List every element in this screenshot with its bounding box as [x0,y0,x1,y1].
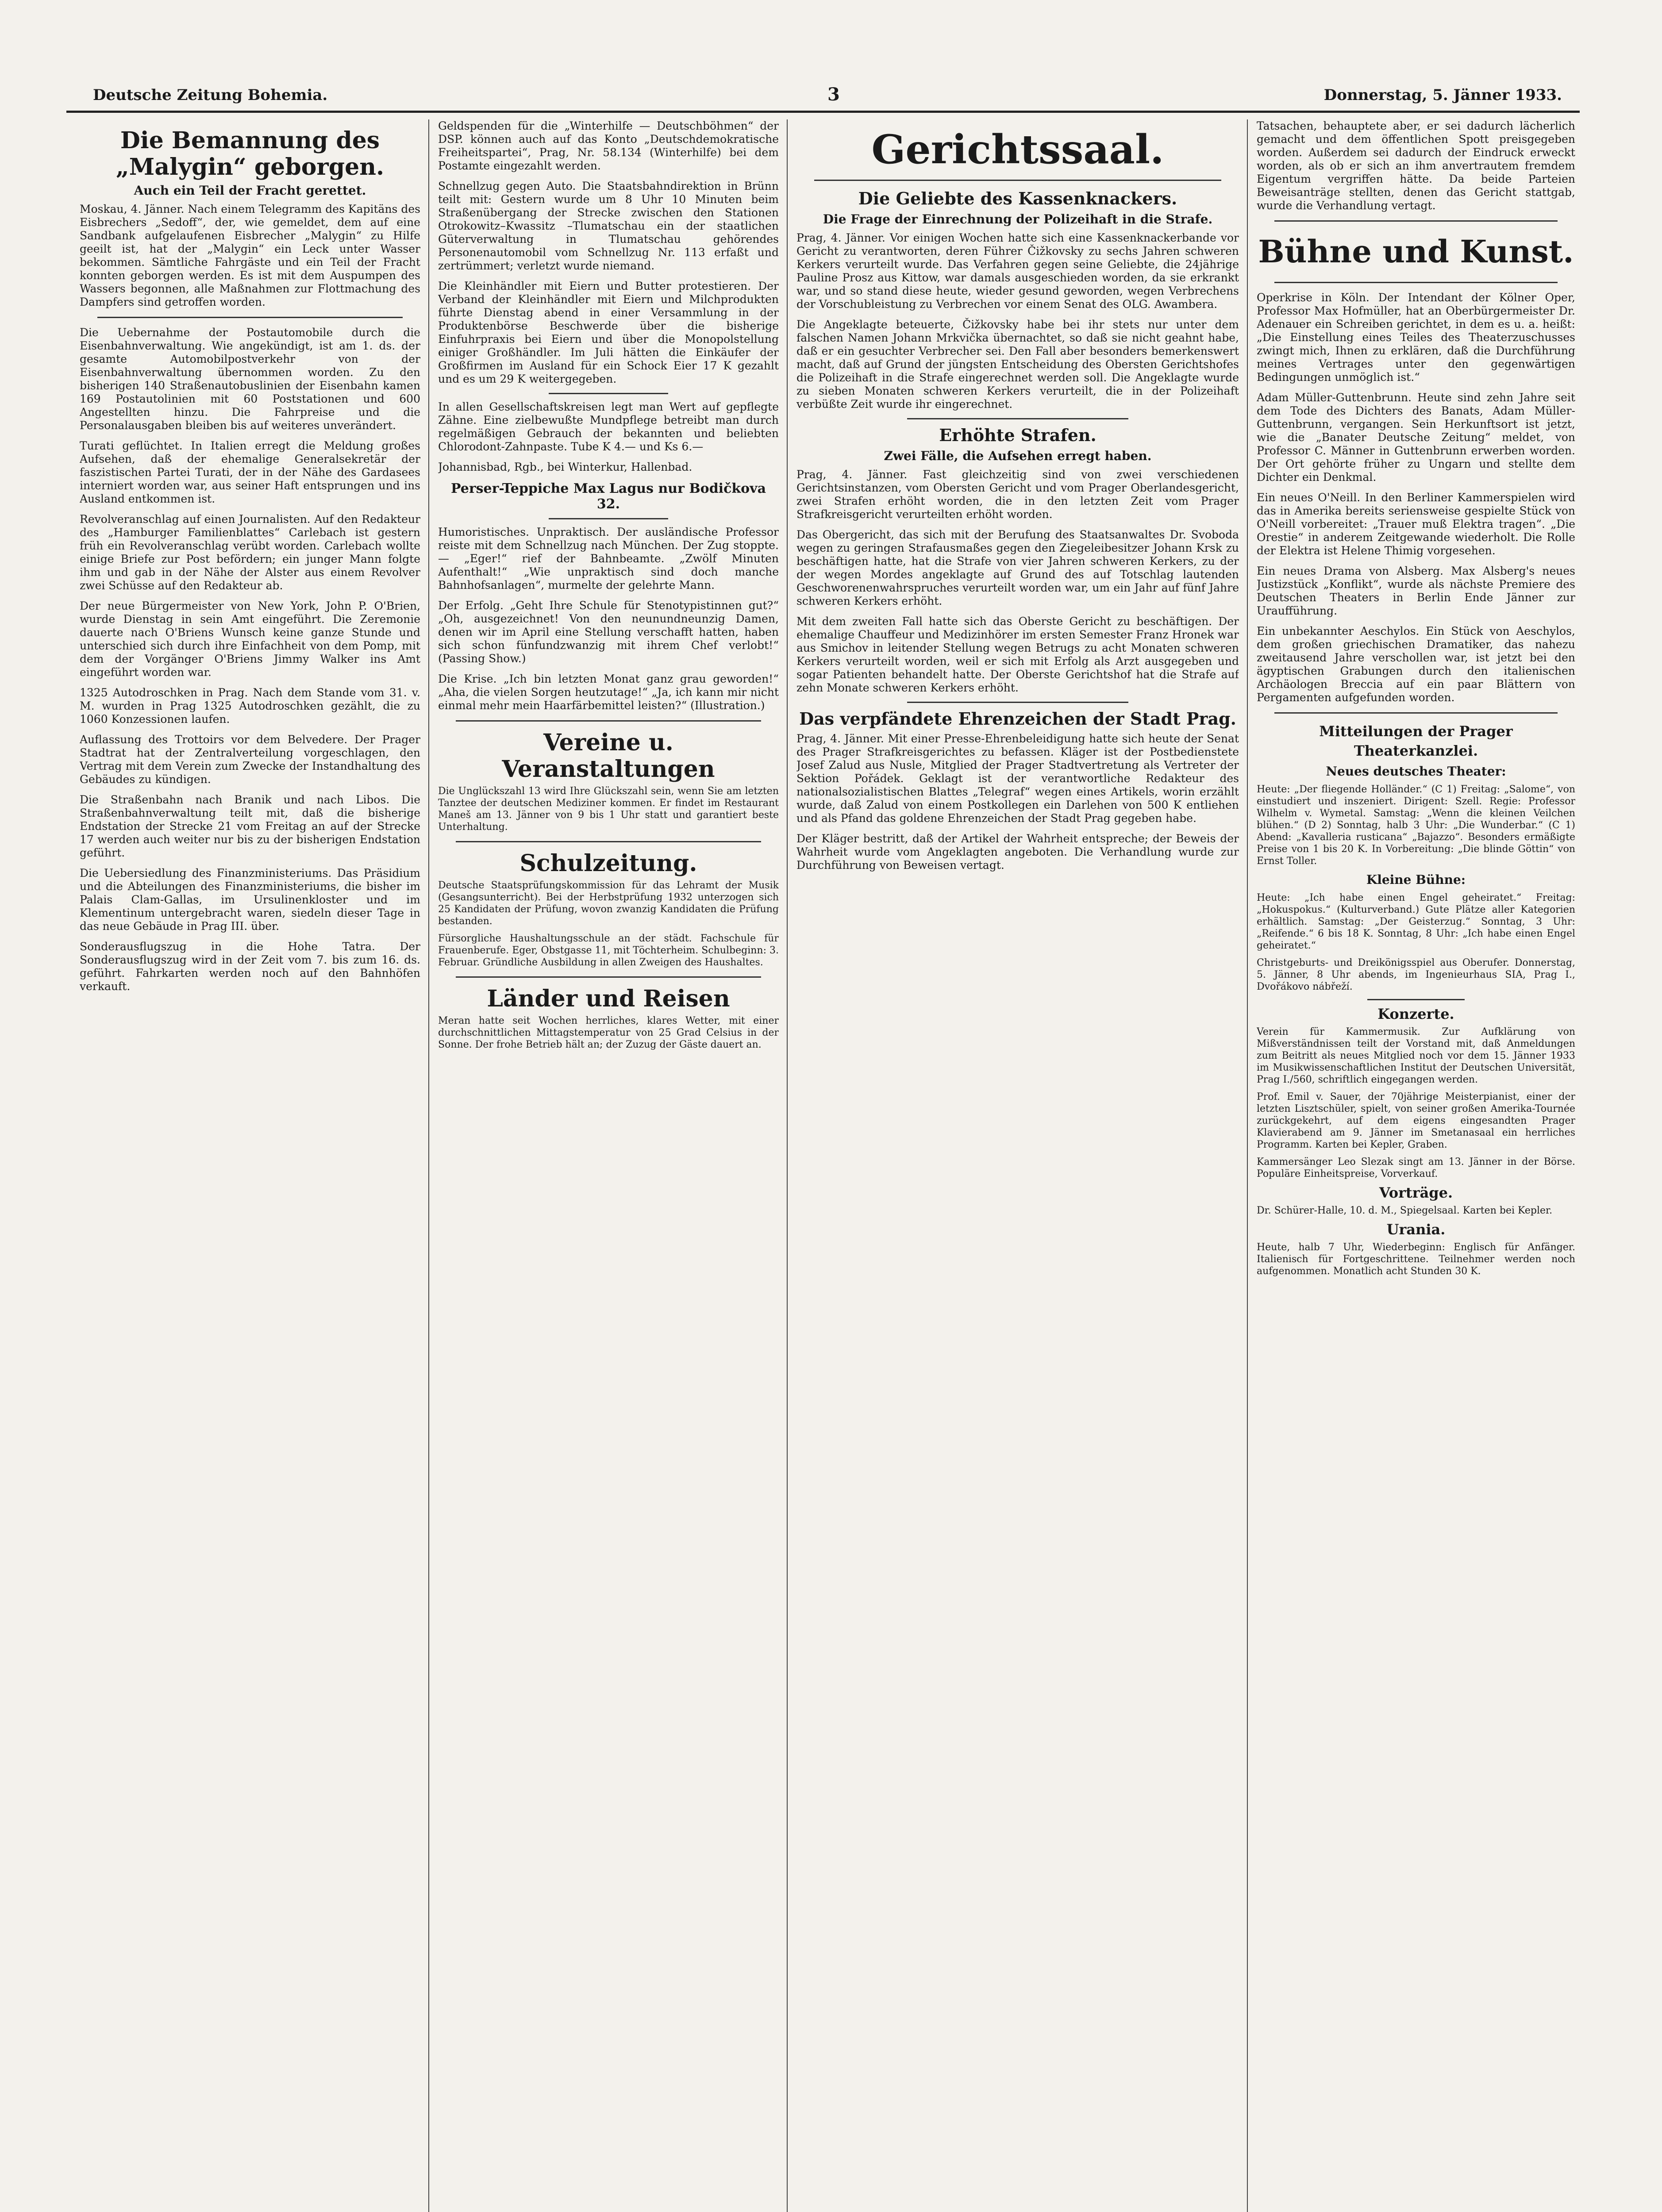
article-finanzministerium: Die Uebersiedlung des Finanzministeriums. Das Präsidium und die Abteilungen des Finanzministeriums, die bisher im Palais Clam-Gallas, im Ursulinenkloster und im Klementinum untergebracht waren, siedeln dieser Tage in das neue Gebäude in Prag III. über. [80,867,420,933]
section-schulzeitung: Schulzeitung. [519,850,697,877]
article-christgeburtsspiel: Christgeburts- und Dreikönigsspiel aus Oberufer. Donnerstag, 5. Jänner, 8 Uhr abends, im Ingenieurhaus SIA, Prag I., Dvořákovo nábřeží. [1257,957,1575,992]
headline-urania: Urania. [1386,1221,1446,1238]
divider [549,518,668,519]
divider [1274,282,1558,283]
page-header [66,80,1580,113]
headline-vortraege: Vorträge. [1379,1184,1453,1201]
subheadline-polizeihaft: Die Frage der Einrechnung der Polizeihaft in die Strafe. [823,212,1213,227]
divider [456,976,761,978]
article-krise: Die Krise. „Ich bin letzten Monat ganz grau geworden!“ „Aha, die vielen Sorgen heutzutage!“ „Ja, ich kann mir nicht einmal mehr mein Haarfärbemittel leisten?“ (Illustration.) [438,672,779,712]
article-strassenbahn: Die Straßenbahn nach Branik und nach Libos. Die Straßenbahnverwaltung teilt mit, daß die bisherige Endstation der Strecke 21 vom Freitag an auf der Strecke 17 werden auch weiter nur bis zu der bisherigen Endstation geführt. [80,793,420,859]
section-gerichtssaal: Gerichtssaal. [871,126,1164,173]
article-obergericht: Das Obergericht, das sich mit der Berufung des Staatsanwaltes Dr. Svoboda wegen zu geringen Strafausmaßes gegen den Ziegeleibesitzer Johann Krsk zu beschäftigen hatte, hat die Strafe von vier Jahren schweren Kerkers, zu der der wegen Mordes angeklagte auf Grund des auf Totschlag lautenden Geschworenenwahrspruches verurteilt worden war, um ein Jahr auf fünf Jahre schweren Kerkers erhöht. [796,528,1239,607]
article-opernkrise: Operkrise in Köln. Der Intendant der Kölner Oper, Professor Max Hofmüller, hat an Oberbürgermeister Dr. Adenauer ein Schreiben gerichtet, in dem es u. a. heißt: „Die Einstellung eines Teiles des Theaterzuschusses zwingt mich, Ihnen zu erklären, daß die Durchführung meines Vertrages unter den gegenwärtigen Bedingungen unmöglich ist.“ [1257,291,1575,384]
article-new-york-mayor: Der neue Bürgermeister von New York, John P. O'Brien, wurde Dienstag in sein Amt eingeführt. Die Zeremonie dauerte nach O'Briens Wunsch keine ganze Stunde und unterschied sich durch ihre Einfachheit von dem Pomp, mit dem der Vorgänger O'Briens Jimmy Walker ins Amt eingeführt worden war. [80,599,420,679]
article-geldspenden: Geldspenden für die „Winterhilfe — Deutschböhmen“ der DSP. können auch auf das Konto „Deutschdemokratische Freiheitspartei“, Prag, Nr. 58.134 (Winterhilfe) bei dem Postamte eingezahlt werden. [438,119,779,172]
article-malygin: Moskau, 4. Jänner. Nach einem Telegramm des Kapitäns des Eisbrechers „Sedoff“, der, wie gemeldet, dem auf eine Sandbank aufgelaufenen Eisbrecher „Malygin“ zu Hilfe geeilt ist, hat der „Malygin“ ein Leck unter Wasser bekommen. Sämtliche Fahrgäste und ein Teil der Fracht konnten geborgen werden. Es ist mit dem Auspumpen des Wassers begonnen, alle Maßnahmen zur Flottmachung des Dampfers sind getroffen worden. [80,203,420,308]
headline-malygin: Die Bemannung des „Malygin“ geborgen. [115,127,385,180]
divider [1274,220,1558,222]
article-kleinhaendler: Die Kleinhändler mit Eiern und Butter protestieren. Der Verband der Kleinhändler mit Eiern und Milchprodukten führte Dienstag abend in einer Versammlung in der Produktenbörse Beschwerde über die bisherige Einfuhrpraxis bei Eiern und über die Monopolstellung einiger Großhändler. Im Juli hätten die Einkäufer der Großfirmen im Ausland für ein Schock Eier 17 K gezahlt und es um 29 K weitergegeben. [438,280,779,385]
section-buehne-kunst: Bühne und Kunst. [1258,233,1574,270]
article-kleine-buehne: Heute: „Ich habe einen Engel geheiratet.“ Freitag: „Hokuspokus.“ (Kulturverband.) Gute Plätze aller Kategorien erhältlich. Samstag: „Der Geisterzug.“ Sonntag, 3 Uhr: „Reifende.“ 6 bis 18 K. Sonntag, 8 Uhr: „Ich habe einen Engel geheiratet.“ [1257,892,1575,951]
article-ehrenzeichen-continued: Tatsachen, behauptete aber, er sei dadurch lächerlich gemacht und dem öffentlichen Spott preisgegeben worden. Außerdem sei dadurch der Eindruck erweckt worden, als ob er sich an ihm anvertrautem fremdem Eigentum vergriffen hätte. Da beide Parteien Beweisanträge stellten, denen das Gericht stattgab, wurde die Verhandlung vertagt. [1257,119,1575,212]
article-mueller-guttenbrunn: Adam Müller-Guttenbrunn. Heute sind zehn Jahre seit dem Tode des Dichters des Banats, Adam Müller-Guttenbrunn, vergangen. Sein Herkunftsort ist jetzt, wie die „Banater Deutsche Zeitung“ meldet, von Professor C. Männer in Guttenbrunn erwerben worden. Der Ort gehörte früher zu Ungarn und stellte dem Dichter ein Denkmal. [1257,391,1575,484]
section-laender-reisen: Länder und Reisen [487,985,730,1012]
article-schuerer: Dr. Schürer-Halle, 10. d. M., Spiegelsaal. Karten bei Kepler. [1257,1205,1553,1216]
article-schnellzug: Schnellzug gegen Auto. Die Staatsbahndirektion in Brünn teilt mit: Gestern wurde um 8 Uhr 10 Minuten beim Straßenübergang der Strecke zwischen den Stationen Otrokowitz–Kwassitz –Tlumatschau ein der staatlichen Güterverwaltung in Tlumatschau gehörendes Personenautomobil vom Schnellzug Nr. 113 erfaßt und zertrümmert; verletzt wurde niemand. [438,180,779,272]
article-ehrenzeichen-2: Der Kläger bestritt, daß der Artikel der Wahrheit entspreche; der Beweis der Wahrheit wurde vom Angeklagten angeboten. Die Verhandlung wurde zur Durchführung von Beweisen vertagt. [796,832,1239,872]
headline-erhoehte-strafen: Erhöhte Strafen. [939,425,1096,445]
article-kassenknacker: Prag, 4. Jänner. Vor einigen Wochen hatte sich eine Kassenknackerbande vor Gericht zu verantworten, deren Führer Čižkovsky zu sechs Jahren schweren Kerkers verurteilt wurde. Das Verfahren gegen seine Geliebte, die 24jährige Pauline Prosz aus Kittow, war damals ausgeschieden worden, da sie erkrankt war, und so stand diese heute, wieder gesund geworden, wegen Verbrechens der Vorschubleistung zu Verbrechen vor einem Senat des OLG. Awambera. [796,231,1239,311]
subheadline-malygin: Auch ein Teil der Fracht gerettet. [134,183,366,198]
headline-theaterkanzlei: Mitteilungen der Prager Theaterkanzlei. [1319,723,1513,759]
article-autodroschken: 1325 Autodroschken in Prag. Nach dem Stande vom 31. v. M. wurden in Prag 1325 Autodroschken gezählt, die zu 1060 Konzessionen laufen. [80,686,420,726]
article-meran: Meran hatte seit Wochen herrliches, klares Wetter, mit einer durchschnittlichen Mittagstemperatur von 25 Grad Celsius in der Sonne. Der frohe Betrieb hält an; der Zuzug der Gäste dauert an. [438,1015,779,1050]
article-kassenknacker-2: Die Angeklagte beteuerte, Čižkovsky habe bei ihr stets nur unter dem falschen Namen Johann Mrkvička übernachtet, so daß sie nicht geahnt habe, daß er ein gesuchter Verbrecher sei. Den Fall aber besonders bemerkenswert macht, daß auf Grund der jüngsten Entscheidung des Obersten Gerichtshofes die Polizeihaft in die Strafe eingerechnet werden soll. Die Angeklagte wurde zu sieben Monaten schweren Kerkers verurteilt, die in der Polizeihaft verbüßte Zeit wurde ihr eingerechnet. [796,318,1239,411]
headline-konzerte: Konzerte. [1377,1006,1454,1022]
article-ehrenzeichen: Prag, 4. Jänner. Mit einer Presse-Ehrenbeleidigung hatte sich heute der Senat des Prager Strafkreisgerichtes zu befassen. Kläger ist der Postbedienstete Josef Zalud aus Nusle, Mitglied der Prager Stadtvertretung als Vertreter der Sektion Pořádek. Geklagt ist der verantwortliche Redakteur des nationalsozialistischen Blattes „Telegraf“ wegen eines Artikels, worin erzählt wurde, daß Zalud von einem Postkollegen ein Darlehen von 500 K entliehen und als Pfand das goldene Ehrenzeichen der Stadt Prag gegeben habe. [796,732,1239,825]
divider [1274,712,1558,714]
divider [907,702,1128,703]
article-hronek: Mit dem zweiten Fall hatte sich das Oberste Gericht zu beschäftigen. Der ehemalige Chauffeur und Medizinhörer im ersten Semester Franz Hronek war aus Smichov in leitender Stellung wegen Betrugs zu acht Monaten schweren Kerkers verurteilt worden, weil er sich mit Erfolg als Arzt ausgegeben und sogar Patienten behandelt hatte. Der Oberste Gerichtshof hat die Strafe auf zehn Monate schweren Kerkers erhöht. [796,615,1239,694]
divider [97,317,403,318]
newspaper-page [66,80,1580,2212]
divider [814,180,1221,181]
article-sauer: Prof. Emil v. Sauer, der 70jährige Meisterpianist, einer der letzten Lisztschüler, spielt, von seiner großen Amerika-Tournée zurückgekehrt, auf dem eigens eingesandten Prager Klavierabend am 9. Jänner im Smetanasaal ein herrliches Programm. Karten bei Kepler, Graben. [1257,1091,1575,1150]
header-paper-name: Deutsche Zeitung Bohemia. [93,86,328,104]
column-3 [796,119,1239,2212]
article-spielplan: Heute: „Der fliegende Holländer.“ (C 1) Freitag: „Salome“, von einstudiert und inszeniert. Dirigent: Szell. Regie: Professor Wilhelm v. Wymetal. Samstag: „Wenn die kleinen Veilchen blühen.“ (D 2) Sonntag, halb 3 Uhr: „Die Wunderbar.“ (C 1) Abend: „Kavalleria rusticana“ „Bajazzo“. Besonders ermäßigte Preise von 1 bis 20 K. In Vorbereitung: „Die blinde Göttin“ von Ernst Toller. [1257,784,1575,867]
divider [907,418,1128,419]
article-urania: Heute, halb 7 Uhr, Wiederbeginn: Englisch für Anfänger. Italienisch für Fortgeschrittene. Teilnehmer werden noch aufgenommen. Monatlich acht Stunden 30 K. [1257,1242,1575,1277]
divider [1367,999,1465,1000]
ad-johannisbad: Johannisbad, Rgb., bei Winterkur, Hallenbad. [438,461,692,473]
article-haushaltungsschule: Fürsorgliche Haushaltungsschule an der städt. Fachschule für Frauenberufe. Eger, Obstgasse 11, mit Töchterheim. Schulbeginn: 3. Februar. Gründliche Ausbildung in allen Zweigen des Haushaltes. [438,933,779,968]
column-rule [1247,119,1248,2212]
subheadline-kleine-buehne: Kleine Bühne: [1366,872,1466,887]
column-4 [1257,119,1575,2212]
article-unglueckszahl: Die Unglückszahl 13 wird Ihre Glückszahl sein, wenn Sie am letzten Tanztee der deutschen Mediziner kommen. Er findet im Restaurant Maneš am 13. Jänner von 9 bis 1 Uhr statt und garantiert beste Unterhaltung. [438,786,779,833]
subheadline-neues-theater: Neues deutsches Theater: [1326,764,1506,779]
headline-kassenknacker: Die Geliebte des Kassenknackers. [858,188,1177,208]
article-kammermusik: Verein für Kammermusik. Zur Aufklärung von Mißverständnissen teilt der Vorstand mit, daß Anmeldungen zum Beitritt als neues Mitglied noch vor dem 15. Jänner 1933 im Musikwissenschaftlichen Institut der Deutschen Universität, Prag I./560, schriftlich eingegangen werden. [1257,1026,1575,1085]
divider [549,393,668,394]
column-2 [438,119,779,2212]
divider [456,841,761,842]
article-sonderzug: Sonderausflugszug in die Hohe Tatra. Der Sonderausflugszug wird in der Zeit vom 7. bis zum 16. ds. geführt. Fahrkarten werden noch auf den Bahnhöfen verkauft. [80,940,420,993]
article-belvedere: Auflassung des Trottoirs vor dem Belvedere. Der Prager Stadtrat hat der Zentralverteilung vorgeschlagen, den Vertrag mit dem Verein zum Zwecke der Instandhaltung des Gebäudes zu kündigen. [80,733,420,786]
headline-ehrenzeichen: Das verpfändete Ehrenzeichen der Stadt Prag. [799,709,1236,729]
article-turati: Turati geflüchtet. In Italien erregt die Meldung großes Aufsehen, daß der ehemalige Generalsekretär der faszistischen Partei Turati, der in der Nähe des Gardasees interniert worden war, aus seiner Haft entsprungen und ins Ausland entkommen ist. [80,439,420,505]
article-alsberg: Ein neues Drama von Alsberg. Max Alsberg's neues Justizstück „Konflikt“, wurde als nächste Premiere des Deutschen Theaters in Berlin Ende Jänner zur Uraufführung. [1257,565,1575,617]
ad-perser-teppiche: Perser-Teppiche Max Lagus nur Bodičkova 32. [450,481,766,512]
header-page-number: 3 [827,84,840,105]
divider [456,720,761,722]
ad-chlorodont: In allen Gesellschaftskreisen legt man Wert auf gepflegte Zähne. Eine zielbewußte Mundpflege betreibt man durch regelmäßigen Gebrauch der bekannten und beliebten Chlorodont-Zahnpaste. Tube K 4.— und Ks 6.— [438,400,779,453]
column-rule [428,119,429,2212]
section-vereine: Vereine u. Veranstaltungen [502,729,715,783]
article-humoristisches: Humoristisches. Unpraktisch. Der ausländische Professor reiste mit dem Schnellzug nach München. Der Zug stoppte. — „Eger!“ rief der Bahnbeamte. „Zwölf Minuten Aufenthalt!“ „Wie unpraktisch sind doch manche Bahnhofsanlagen“, murmelte der gelehrte Mann. [438,526,779,591]
article-erhoehte-strafen: Prag, 4. Jänner. Fast gleichzeitig sind von zwei verschiedenen Gerichtsinstanzen, vom Obersten Gericht und vom Prager Oberlandesgericht, zwei Strafen erhöht worden, die in den letzten Zeit vom Prager Strafkreisgericht verurteilten erhöht worden. [796,468,1239,521]
article-postautomobile: Die Uebernahme der Postautomobile durch die Eisenbahnverwaltung. Wie angekündigt, ist am 1. ds. der gesamte Automobilpostverkehr von der Eisenbahnverwaltung übernommen worden. Zu den bisherigen 140 Straßenautobuslinien der Eisenbahn kamen 169 Postautolinien mit 60 Poststationen und 600 Angestellten hinzu. Die Fahrpreise und die Personalausgaben bleiben bis auf weiteres unverändert. [80,326,420,432]
header-date: Donnerstag, 5. Jänner 1933. [1323,86,1562,104]
article-slezak: Kammersänger Leo Slezak singt am 13. Jänner in der Börse. Populäre Einheitspreise, Vorverkauf. [1257,1156,1575,1179]
subheadline-zwei-faelle: Zwei Fälle, die Aufsehen erregt haben. [884,449,1152,463]
column-1 [80,119,420,2212]
article-staatspruefung: Deutsche Staatsprüfungskommission für das Lehramt der Musik (Gesangsunterricht). Bei der Herbstprüfung 1932 unterzogen sich 25 Kandidaten der Prüfung, wovon zwanzig Kandidaten die Prüfung bestanden. [438,880,779,927]
article-oneill: Ein neues O'Neill. In den Berliner Kammerspielen wird das in Amerika bereits seriensweise gespielte Stück von O'Neill vorbereitet: „Trauer muß Elektra tragen“. „Die Orestie“ in anderem Zeitgewande wiederholt. Die Rolle der Elektra ist Helene Thimig vorgesehen. [1257,491,1575,557]
article-aeschylos: Ein unbekannter Aeschylos. Ein Stück von Aeschylos, dem großen griechischen Dramatiker, das nahezu zweitausend Jahre verschollen war, ist jetzt bei den ägyptischen Grabungen durch den italienischen Archäologen Breccia auf ein paar Blättern von Pergamenten aufgefunden worden. [1257,625,1575,704]
article-erfolg: Der Erfolg. „Geht Ihre Schule für Stenotypistinnen gut?“ „Oh, ausgezeichnet! Von den neunundneunzig Damen, denen wir im April eine Stellung verschafft hatten, haben sich schon fünfundzwanzig mit ihrem Chef verlobt!“ (Passing Show.) [438,599,779,665]
article-revolveranschlag: Revolveranschlag auf einen Journalisten. Auf den Redakteur des „Hamburger Familienblattes“ Carlebach ist gestern früh ein Revolveranschlag verübt worden. Carlebach wollte einige Briefe zur Post befördern; ein junger Mann folgte ihm und gab in der Nähe der Alster aus einem Revolver zwei Schüsse auf den Redakteur ab. [80,513,420,592]
column-rule [787,119,788,2212]
